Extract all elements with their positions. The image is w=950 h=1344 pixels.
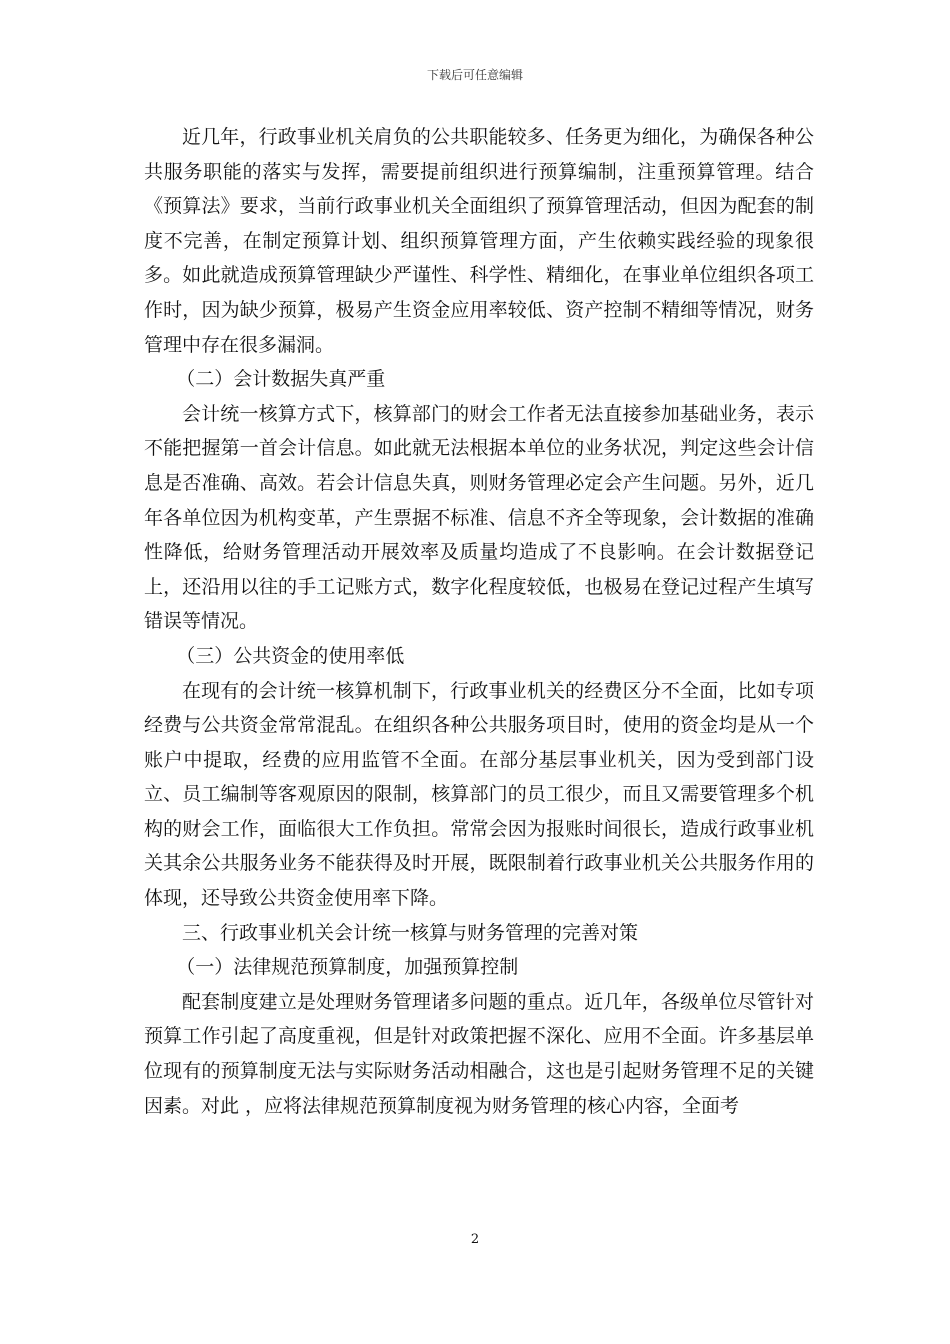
heading-section-three: 三、行政事业机关会计统一核算与财务管理的完善对策 [182, 921, 639, 944]
heading-accounting-data-distortion: （二）会计数据失真严重 [176, 368, 386, 391]
paragraph-public-funds: 在现有的会计统一核算机制下，行政事业机关的经费区分不全面，比如专项经费与公共资金常常混乱。在组织各种公共服务项目时，使用的资金均是从一个账户中提取，经费的应用监管不全面。在部分基层事业机关，因为受到部门设立、员工编制等客观原因的限制，核算部门的员工很少，而且又需要管理多个机构的财会工作，面临很大工作负担。常常会因为报账时间很长，造成行政事业机关其余公共服务业务不能获得及时开展，既限制着行政事业机关公共服务作用的体现，还导致公共资金使用率下降。 [144, 679, 814, 910]
page-header-note: 下载后可任意编辑 [426, 68, 523, 82]
paragraph-accounting-data: 会计统一核算方式下，核算部门的财会工作者无法直接参加基础业务，表示不能把握第一首会计信息。如此就无法根据本单位的业务状况，判定这些会计信息是否准确、高效。若会计信息失真，则财务管理必定会产生问题。另外，近几年各单位因为机构变革，产生票据不标准、信息不齐全等现象，会计数据的准确性降低，给财务管理活动开展效率及质量均造成了不良影响。在会计数据登记上，还沿用以往的手工记账方式，数字化程度较低，也极易在登记过程产生填写错误等情况。 [144, 402, 814, 633]
heading-public-funds-usage: （三）公共资金的使用率低 [176, 644, 405, 667]
document-body [144, 120, 814, 1123]
paragraph-budget-management: 近几年，行政事业机关肩负的公共职能较多、任务更为细化，为确保各种公共服务职能的落实与发挥，需要提前组织进行预算编制，注重预算管理。结合《预算法》要求，当前行政事业机关全面组织了预算管理活动，但因为配套的制度不完善，在制定预算计划、组织预算管理方面，产生依赖实践经验的现象很多。如此就造成预算管理缺少严谨性、科学性、精细化，在事业单位组织各项工作时，因为缺少预算，极易产生资金应用率较低、资产控制不精细等情况，财务管理中存在很多漏洞。 [144, 126, 814, 356]
paragraph-budget-system: 配套制度建立是处理财务管理诸多问题的重点。近几年，各级单位尽管针对预算工作引起了高度重视，但是针对政策把握不深化、应用不全面。许多基层单位现有的预算制度无法与实际财务活动相融合，这也是引起财务管理不足的关键因素。对此 ，应将法律规范预算制度视为财务管理的核心内容，全面考 [144, 990, 814, 1117]
heading-budget-system: （一）法律规范预算制度，加强预算控制 [176, 956, 519, 979]
page-number: 2 [470, 1232, 480, 1247]
